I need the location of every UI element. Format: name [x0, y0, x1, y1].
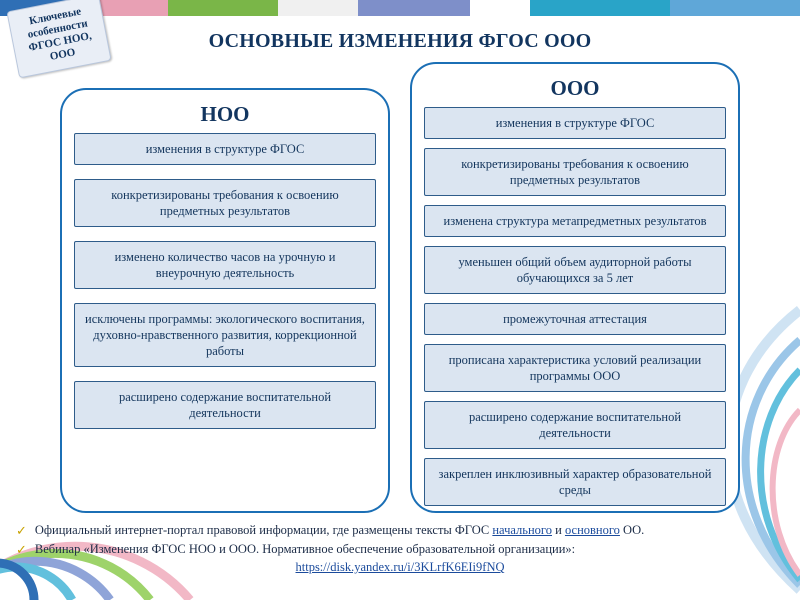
strip-segment	[278, 0, 358, 16]
list-item: исключены программы: экологического воспитания, духовно-нравственного развития, коррекционной работы	[74, 303, 376, 367]
list-item: промежуточная аттестация	[424, 303, 726, 335]
list-item: изменена структура метапредметных результатов	[424, 205, 726, 237]
link-osnovnogo[interactable]: основного	[564, 523, 620, 537]
list-item: конкретизированы требования к освоению предметных результатов	[74, 179, 376, 227]
strip-segment	[670, 0, 800, 16]
page-title: ОСНОВНЫЕ ИЗМЕНЕНИЯ ФГОС ООО	[208, 30, 592, 52]
note-row-1	[16, 522, 784, 539]
strip-segment	[358, 0, 470, 16]
footer-notes	[0, 518, 800, 575]
note-1-text	[35, 522, 644, 539]
strip-segment	[530, 0, 670, 16]
note-1-part1: Официальный интернет-портал правовой информации, где размещены тексты ФГОС	[34, 523, 493, 537]
note-row-2	[16, 541, 784, 558]
panel-ooo	[410, 62, 740, 513]
panel-noo-items	[62, 133, 388, 429]
check-icon: ✓	[16, 523, 27, 538]
note-2-text: Вебинар «Изменения ФГОС НОО и ООО. Нормативное обеспечение образовательной организации»:	[34, 542, 576, 556]
panel-ooo-items	[412, 107, 738, 506]
top-color-strip	[0, 0, 800, 16]
list-item: изменения в структуре ФГОС	[74, 133, 376, 165]
list-item: изменения в структуре ФГОС	[424, 107, 726, 139]
list-item: конкретизированы требования к освоению предметных результатов	[424, 148, 726, 196]
key-features-badge-label: Ключевые особенности ФГОС НОО, ООО	[26, 5, 93, 63]
note-url-line	[16, 560, 784, 575]
webinar-link[interactable]: https://disk.yandex.ru/i/3KLrfK6EIi9fNQ	[295, 560, 505, 574]
key-features-badge	[6, 0, 111, 78]
note-1-part3: ОО.	[619, 523, 645, 537]
link-nachalnogo[interactable]: начального	[492, 523, 552, 537]
strip-segment	[470, 0, 530, 16]
panel-noo-title: НОО	[200, 102, 250, 126]
list-item: расширено содержание воспитательной деятельности	[424, 401, 726, 449]
list-item: прописана характеристика условий реализации программы ООО	[424, 344, 726, 392]
note-1-part2: и	[552, 523, 565, 537]
list-item: расширено содержание воспитательной деятельности	[74, 381, 376, 429]
check-icon: ✓	[16, 542, 27, 557]
list-item: изменено количество часов на урочную и внеурочную деятельность	[74, 241, 376, 289]
list-item: уменьшен общий объем аудиторной работы обучающихся за 5 лет	[424, 246, 726, 294]
panel-noo	[60, 88, 390, 513]
strip-segment	[168, 0, 278, 16]
list-item: закреплен инклюзивный характер образовательной среды	[424, 458, 726, 506]
panel-ooo-title: ООО	[550, 76, 600, 100]
